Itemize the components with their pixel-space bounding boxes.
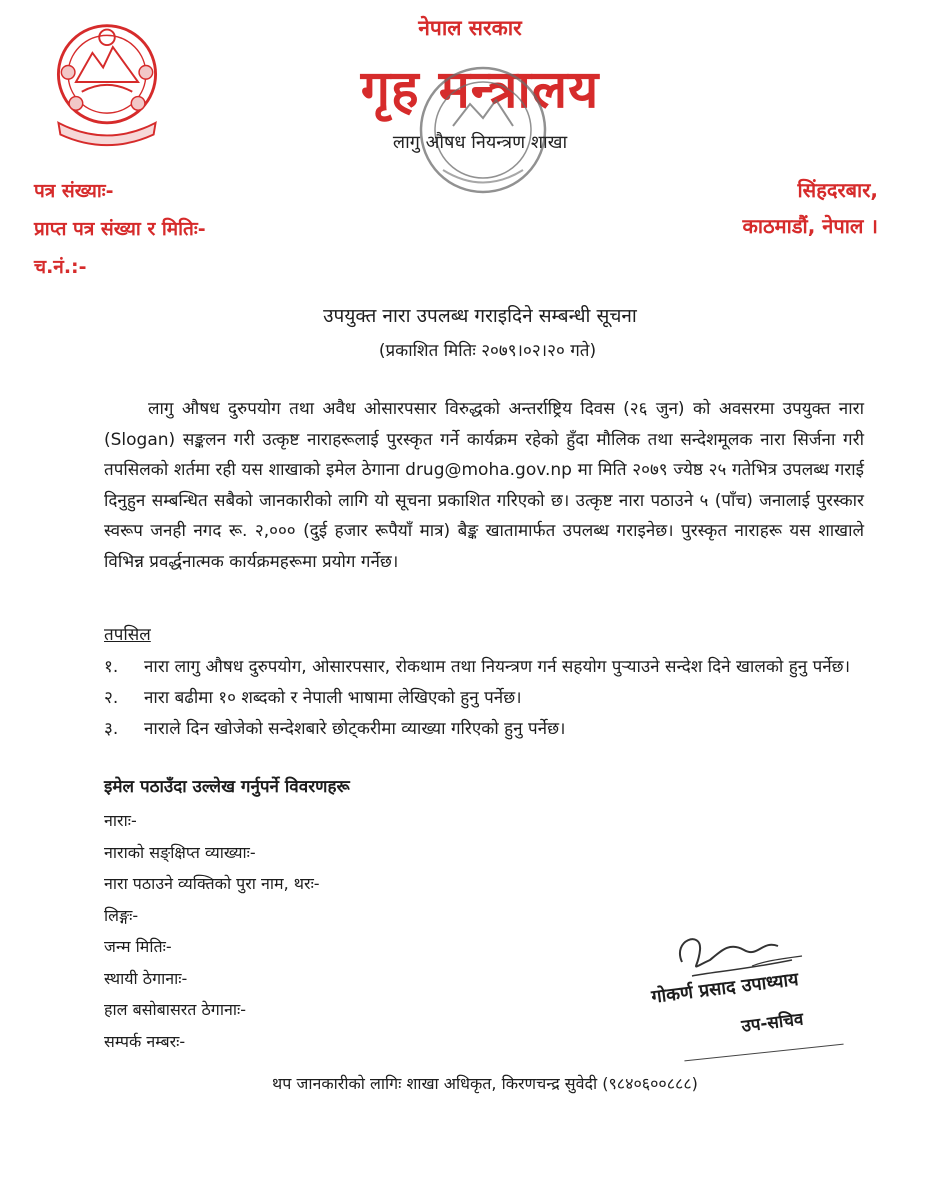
email-fields-list [104,805,320,1057]
dispatch-number-label: च.नं.:- [34,256,87,278]
footer-contact: थप जानकारीको लागिः शाखा अधिकृत, किरणचन्द्र सुवेदी (९८४०६००८८८) [272,1074,698,1093]
address-line-1: सिंहदरबार, [797,178,878,202]
conditions-list [104,652,864,745]
field-explanation: नाराको सङ्क्षिप्त व्याख्याः- [104,842,256,862]
item-text: नारा लागु औषध दुरुपयोग, ओसारपसार, रोकथाम तथा नियन्त्रण गर्न सहयोग पुऱ्याउने सन्देश दिने खालको हुनु पर्नेछ। [144,657,851,677]
item-number: २. [104,688,119,708]
notice-paragraph: लागु औषध दुरुपयोग तथा अवैध ओसारपसार विरुद्धको अन्तर्राष्ट्रिय दिवस (२६ जुन) को अवसरमा उपयुक्त नारा (Slogan) सङ्कलन गरी उत्कृष्ट नाराहरूलाई पुरस्कृत गर्ने कार्यक्रम रहेको हुँदा मौलिक तथा सन्देशमूलक नारा सिर्जना गरी तपसिलको शर्तमा रही यस शाखाको इमेल ठेगाना drug@moha.gov.np मा मिति २०७९ ज्येष्ठ २५ गतेभित्र उपलब्ध गराई दिनुहुन सम्बन्धित सबैको जानकारीको लागि यो सूचना प्रकाशित गरिएको छ। उत्कृष्ट नारा पठाउने ५ (पाँच) जनालाई पुरस्कार स्वरूप जनही नगद रू. २,००० (दुई हजार रूपैयाँ मात्र) बैङ्क खातामार्फत उपलब्ध गराइनेछ। पुरस्कृत नाराहरू यस शाखाले विभिन्न प्रवर्द्धनात्मक कार्यक्रमहरूमा प्रयोग गर्नेछ। [104,399,864,572]
field-birth-date: जन्म मितिः- [104,937,172,956]
list-item [104,714,864,745]
list-item [104,652,864,683]
letter-number-label: पत्र संख्याः- [34,180,114,202]
details-heading: तपसिल [104,625,151,645]
field-contact-number: सम्पर्क नम्बरः- [104,1031,186,1051]
field-permanent-address: स्थायी ठेगानाः- [104,968,188,988]
item-text: नारा बढीमा १० शब्दको र नेपाली भाषामा लेखिएको हुनु पर्नेछ। [144,688,522,708]
field-gender: लिङ्गः- [104,905,139,925]
ministry-name: गृह मन्त्रालय [360,60,600,120]
field-current-address: हाल बसोबासरत ठेगानाः- [104,1000,246,1019]
branch-name: लागु औषध नियन्त्रण शाखा [392,132,568,153]
email-details-heading: इमेल पठाउँदा उल्लेख गर्नुपर्ने विवरणहरू [104,777,350,797]
reference-block [34,172,206,286]
field-slogan: नाराः- [104,811,137,830]
list-item [104,683,864,714]
received-letter-label: प्राप्त पत्र संख्या र मितिः- [34,218,206,240]
item-text: नाराले दिन खोजेको सन्देशबारे छोट्करीमा व्याख्या गरिएको हुनु पर्नेछ। [144,719,566,739]
notice-title: उपयुक्त नारा उपलब्ध गराइदिने सम्बन्धी सूचना [323,305,637,327]
item-number: १. [104,657,119,677]
field-full-name: नारा पठाउने व्यक्तिको पुरा नाम, थरः- [104,874,320,893]
item-number: ३. [104,719,119,739]
signatory-title: उप-सचिव [740,1009,805,1037]
address-line-2: काठमाडौं, नेपाल । [742,214,878,238]
government-name: नेपाल सरकार [418,16,522,40]
notice-published-date: (प्रकाशित मितिः २०७९।०२।२० गते) [378,341,597,361]
signatory-name: गोकर्ण प्रसाद उपाध्याय [650,968,800,1008]
office-address [743,172,878,244]
